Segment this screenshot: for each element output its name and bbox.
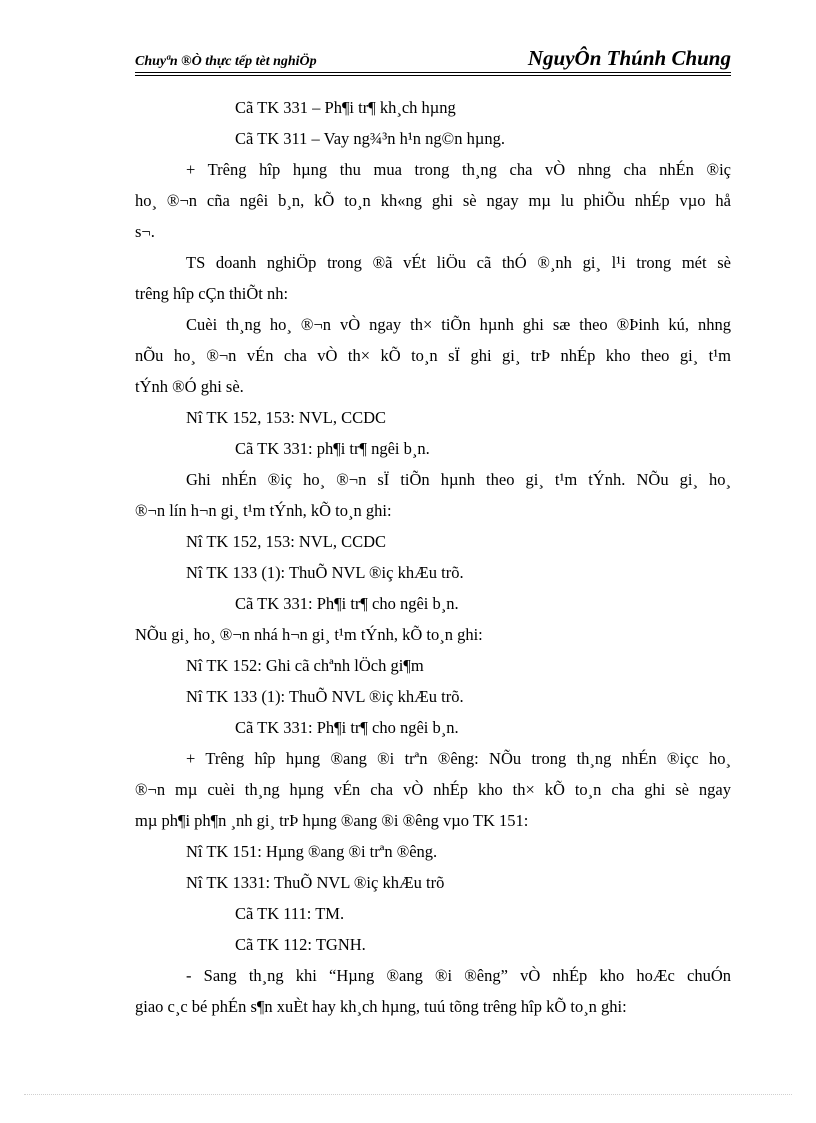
text-line: ho¸ ®¬n cña ngêi b¸n, kÕ to¸n kh«ng ghi sè ngay mµ lu phiÕu nhÉp vµo hå <box>135 191 731 210</box>
text-line: + Trêng hîp hµng thu mua trong th¸ng cha vÒ nhng cha nhÉn ®iç <box>186 160 731 179</box>
text-line: Cã TK 331: Ph¶i tr¶ cho ngêi b¸n. <box>235 594 459 613</box>
text-line: tÝnh ®Ó ghi sè. <box>135 377 244 396</box>
header-author-name: NguyÔn Thúnh Chung <box>527 46 731 70</box>
text-line: Nî TK 152: Ghi cã chªnh lÖch gi¶m <box>186 656 424 675</box>
text-line: Nî TK 1331: ThuÕ NVL ®iç khÆu trõ <box>186 873 445 892</box>
text-line: Cuèi th¸ng ho¸ ®¬n vÒ ngay th× tiÕn hµnh ghi sæ theo ®Þinh kú, nhng <box>186 315 731 334</box>
header-rule-double <box>135 75 731 76</box>
text-line: NÕu gi¸ ho¸ ®¬n nhá h¬n gi¸ t¹m tÝnh, kÕ to¸n ghi: <box>135 625 483 644</box>
text-line: Cã TK 111: TM. <box>235 904 345 923</box>
text-line: s¬. <box>135 222 155 241</box>
text-line: Cã TK 311 – Vay ng¾³n h¹n ng©n hµng. <box>235 129 505 148</box>
text-line: ®¬n mµ cuèi th¸ng hµng vÉn cha vÒ nhÉp kho th× kÕ to¸n cha ghi sè ngay <box>135 780 731 799</box>
text-line: Nî TK 133 (1): ThuÕ NVL ®iç khÆu trõ. <box>186 687 464 706</box>
page-bottom-divider <box>24 1094 792 1095</box>
text-line: Cã TK 331 – Ph¶i tr¶ kh¸ch hµng <box>235 98 456 117</box>
text-line: + Trêng hîp hµng ®ang ®i trªn ®êng: NÕu trong th¸ng nhÉn ®içc ho¸ <box>186 749 731 768</box>
text-line: Cã TK 331: ph¶i tr¶ ngêi b¸n. <box>235 439 430 458</box>
header-rule <box>135 72 731 73</box>
page-header <box>135 46 731 72</box>
header-report-title: Chuyªn ®Ò thực tếp tèt nghiÖp <box>135 54 317 69</box>
text-line: ®¬n lín h¬n gi¸ t¹m tÝnh, kÕ to¸n ghi: <box>135 501 392 520</box>
text-line: Nî TK 151: Hµng ®ang ®i trªn ®êng. <box>186 842 438 861</box>
text-line: giao c¸c bé phÉn s¶n xuÈt hay kh¸ch hµng, tuú tõng trêng hîp kÕ to¸n ghi: <box>135 997 627 1016</box>
text-line: mµ ph¶i ph¶n ¸nh gi¸ trÞ hµng ®ang ®i ®êng vµo TK 151: <box>135 811 529 830</box>
text-line: Ghi nhÉn ®iç ho¸ ®¬n sÏ tiÕn hµnh theo gi¸ t¹m tÝnh. NÕu gi¸ ho¸ <box>186 470 731 489</box>
text-line: trêng hîp cÇn thiÕt nh: <box>135 284 289 303</box>
text-line: Cã TK 112: TGNH. <box>235 935 366 954</box>
text-line: - Sang th¸ng khi “Hµng ®ang ®i ®êng” vÒ nhÉp kho hoÆc chuÓn <box>186 966 731 985</box>
text-line: Nî TK 133 (1): ThuÕ NVL ®iç khÆu trõ. <box>186 563 464 582</box>
text-line: Nî TK 152, 153: NVL, CCDC <box>186 532 386 551</box>
text-line: TS doanh nghiÖp trong ®ã vÉt liÖu cã thÓ ®¸nh gi¸ l¹i trong mét sè <box>186 253 731 272</box>
text-line: Nî TK 152, 153: NVL, CCDC <box>186 408 386 427</box>
text-line: nÕu ho¸ ®¬n vÉn cha vÒ th× kÕ to¸n sÏ ghi gi¸ trÞ nhÉp kho theo gi¸ t¹m <box>135 346 731 365</box>
text-line: Cã TK 331: Ph¶i tr¶ cho ngêi b¸n. <box>235 718 459 737</box>
